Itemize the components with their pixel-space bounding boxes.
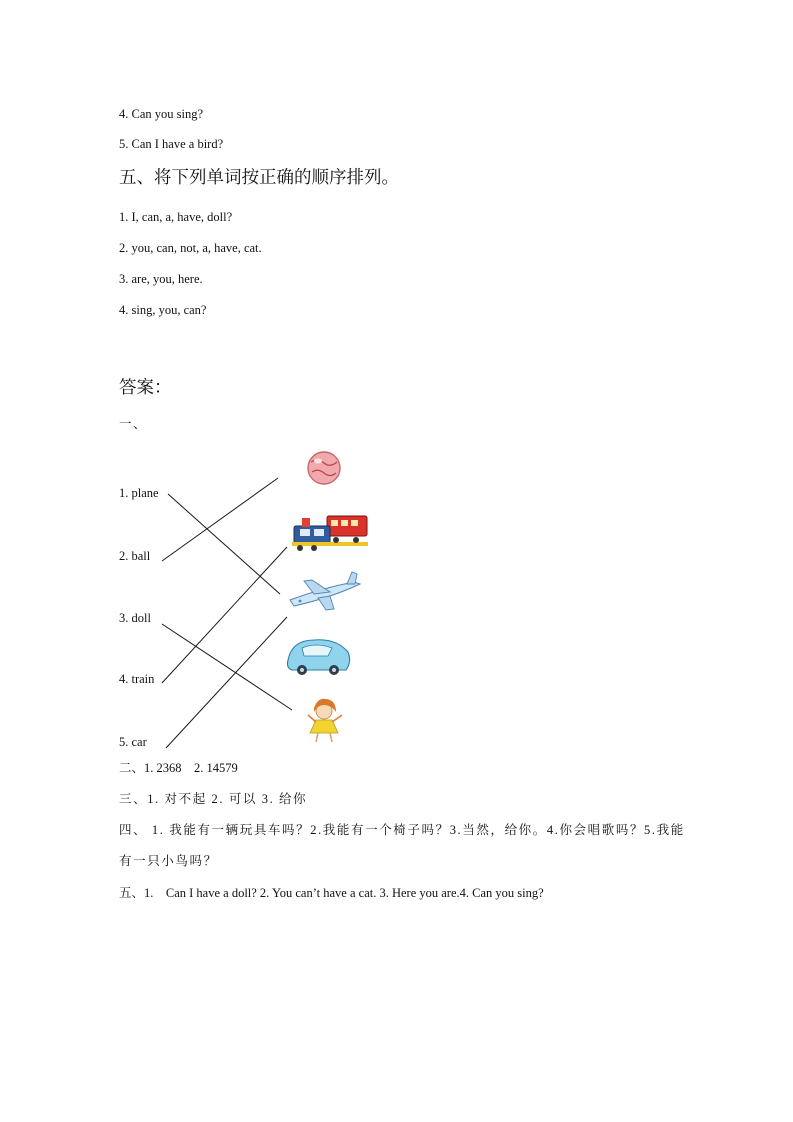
ball-picture (308, 452, 340, 484)
car-picture (288, 640, 350, 675)
question-line: 4. Can you sing? (119, 107, 204, 121)
match-line-train (162, 547, 287, 683)
question-line: 1. I, can, a, have, doll? (119, 210, 233, 224)
answers-heading: 答案： (119, 378, 172, 398)
question-line: 3. are, you, here. (119, 272, 203, 286)
match-line-car (166, 617, 287, 748)
question-line: 4. sing, you, can? (119, 303, 207, 317)
match-word-car: 5. car (119, 735, 147, 749)
answer-line: 三、1. 对不起 2. 可以 3. 给你 (119, 792, 308, 806)
answer-line: 四、 1. 我能有一辆玩具车吗？2.我能有一个椅子吗？3.当然，给你。4.你会唱歌吗？5.我能 (119, 823, 685, 837)
train-picture (292, 516, 368, 551)
plane-picture (290, 572, 360, 610)
match-line-doll (162, 624, 292, 710)
match-word-doll: 3. doll (119, 611, 151, 625)
question-line: 2. you, can, not, a, have, cat. (119, 241, 262, 255)
doll-picture (308, 699, 342, 742)
answer-line: 五、1. Can I have a doll? 2. You can’t have a cat. 3. Here you are.4. Can you sing? (119, 886, 544, 900)
match-line-plane (168, 494, 280, 594)
answer-line: 有一只小鸟吗？ (119, 854, 218, 868)
match-line-ball (162, 478, 278, 561)
question-line: 5. Can I have a bird? (119, 137, 224, 151)
match-word-plane: 1. plane (119, 486, 159, 500)
match-word-ball: 2. ball (119, 549, 151, 563)
match-lines (162, 478, 292, 748)
answer-line: 二、1. 2368 2. 14579 (119, 761, 238, 775)
match-word-train: 4. train (119, 672, 155, 686)
section-heading: 五、将下列单词按正确的顺序排列。 (119, 168, 399, 188)
answer-part-label: 一、 (119, 417, 148, 431)
